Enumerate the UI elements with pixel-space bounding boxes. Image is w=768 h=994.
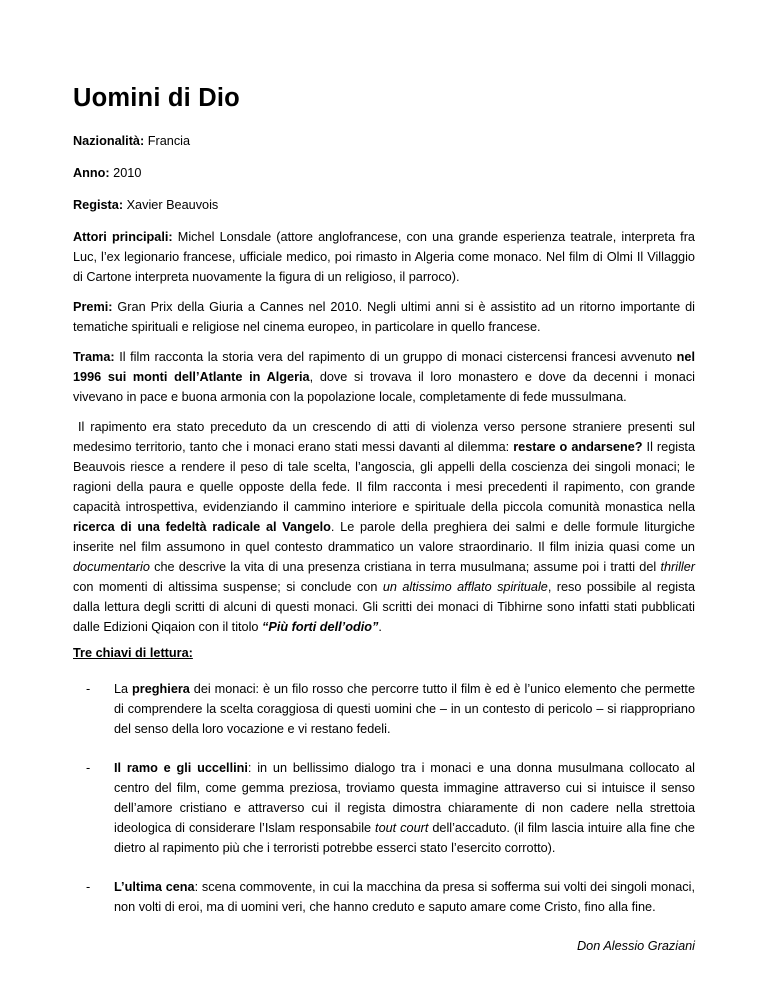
text-run: che descrive la vita di una presenza cristiana in terra musulmana; assume poi i tratti del: [149, 560, 661, 574]
meta-value: Gran Prix della Giuria a Cannes nel 2010. Negli ultimi anni si è assistito ad un ritorno importante di tematiche spirituali e religiose nel cinema europeo, in particolare in quello francese.: [73, 300, 695, 334]
meta-value: 2010: [109, 166, 142, 180]
meta-value: Xavier Beauvois: [123, 198, 219, 212]
text-run: La: [114, 682, 133, 696]
list-item: [73, 758, 695, 858]
body-paragraph: [73, 417, 695, 637]
bold-run: ricerca di una fedeltà radicale al Vangelo: [73, 520, 331, 534]
list-dash: -: [86, 761, 91, 775]
meta-value: Francia: [144, 134, 191, 148]
meta-label: Nazionalità:: [73, 134, 145, 148]
list-item: [73, 877, 695, 917]
text-run: , reso possibile al regista dalla lettura degli scritti di alcuni di questi monaci. Gli scritti dei monaci di Tibhirne sono infatti stati pubblicati dalle Edizioni Qiqaion con il titolo: [73, 580, 695, 634]
text-run: Il film racconta la storia vera del rapimento di un gruppo di monaci cistercensi francesi avvenuto: [114, 350, 677, 364]
italic-run: thriller: [660, 560, 695, 574]
text-run: Il regista Beauvois riesce a rendere il peso di tale scelta, l’angoscia, gli appelli della coscienza dei singoli monaci; le ragioni della paura e quelle opposte della fede. Il film racconta i mesi precedenti il rapimento, con grande capacità introspettiva, evidenziando il cammino interiore e spirituale della piccola comunità monastica nella: [73, 440, 695, 514]
text-run: con momenti di altissima suspense; si conclude con: [73, 580, 383, 594]
bold-italic-run: “Più forti dell’odio”: [262, 620, 379, 634]
meta-label: Anno:: [73, 166, 110, 180]
bold-run: preghiera: [132, 682, 190, 696]
meta-anno: [73, 163, 695, 183]
list-item: [73, 679, 695, 739]
document-title: Uomini di Dio: [73, 84, 240, 112]
italic-run: un altissimo afflato spirituale: [382, 580, 548, 594]
trama-label: Trama:: [73, 350, 115, 364]
trama-paragraph: [73, 347, 695, 407]
chiavi-heading: Tre chiavi di lettura:: [73, 646, 193, 660]
text-run: , dove si trovava il loro monastero e dove da decenni i monaci vivevano in pace e buona armonia con la popolazione locale, completamente di fede mussulmana.: [73, 370, 695, 404]
meta-nazionalita: [73, 131, 695, 151]
meta-value: Michel Lonsdale (attore anglofrancese, con una grande esperienza teatrale, interpreta fra Luc, l’ex legionario francese, ufficiale medico, poi rimasto in Algeria come monaco. Nel film di Olmi Il Villaggio di Cartone interpreta nuovamente la figura di un religioso, il parroco).: [73, 230, 695, 284]
bold-run: L’ultima cena: [114, 880, 195, 894]
meta-attori: [73, 227, 695, 287]
meta-label: Regista:: [73, 198, 124, 212]
italic-run: documentario: [73, 560, 150, 574]
bold-run: restare o andarsene?: [513, 440, 643, 454]
meta-label: Attori principali:: [73, 230, 173, 244]
text-run: dell’accaduto. (il film lascia intuire alla fine che dietro al rapimento più che i terroristi potrebbe esserci stato l’esercito corrotto).: [114, 821, 695, 855]
bold-run: Il ramo e gli uccellini: [114, 761, 248, 775]
list-dash: -: [86, 682, 91, 696]
text-run: : in un bellissimo dialogo tra i monaci e una donna musulmana collocato al centro del film, come gemma preziosa, troviamo questa immagine attraverso cui si intuisce il senso dell’amore cristiano e attraverso cui il regista dimostra chiaramente di non cadere nella strettoia ideologica di considerare l’Islam responsabile: [114, 761, 695, 835]
italic-run: tout court: [375, 821, 429, 835]
text-run: dei monaci: è un filo rosso che percorre tutto il film è ed è l’unico elemento che permette di comprendere la scelta coraggiosa di questi uomini che – in un contesto di pericolo – si riappropriano del senso della loro vocazione e vi restano fedeli.: [114, 682, 695, 736]
list-dash: -: [86, 880, 91, 894]
signature: Don Alessio Graziani: [577, 939, 695, 953]
keys-list: [73, 679, 695, 917]
meta-label: Premi:: [73, 300, 113, 314]
text-run: . Le parole della preghiera dei salmi e delle formule liturgiche inserite nel film assumono in quel contesto drammatico un valore straordinario. Il film inizia quasi come un: [73, 520, 695, 554]
text-run: : scena commovente, in cui la macchina da presa si sofferma sui volti dei singoli monaci, non volti di eroi, ma di uomini veri, che hanno creduto e saputo amare come Cristo, fino alla fine.: [114, 880, 695, 914]
bold-run: nel 1996 sui monti dell’Atlante in Algeria: [73, 350, 695, 384]
meta-premi: [73, 297, 695, 337]
text-run: Il rapimento era stato preceduto da un crescendo di atti di violenza verso persone straniere presenti sul medesimo territorio, tanto che i monaci erano stati messi davanti al dilemma:: [73, 420, 695, 454]
meta-regista: [73, 195, 695, 215]
text-run: .: [378, 620, 382, 634]
